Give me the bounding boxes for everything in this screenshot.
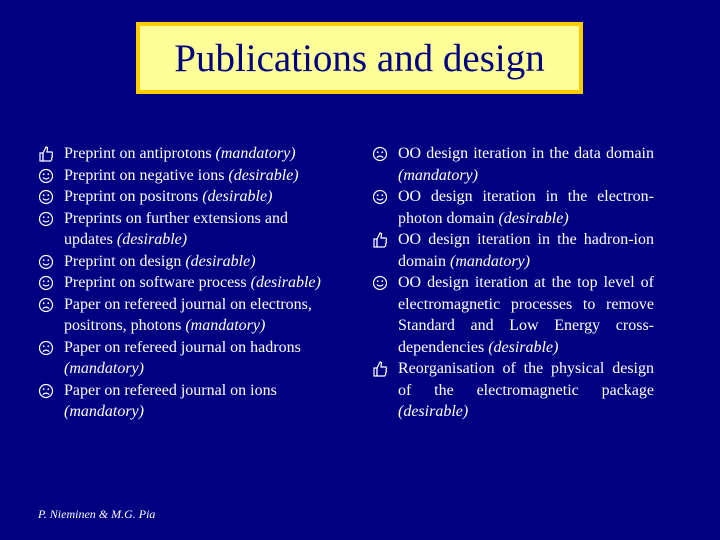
item-priority: (desirable) xyxy=(498,209,569,227)
item-priority: (mandatory) xyxy=(398,166,478,184)
item-priority: (mandatory) xyxy=(64,360,144,377)
list-item xyxy=(38,165,338,187)
frown-face-icon xyxy=(372,146,388,162)
item-priority: (desirable) xyxy=(488,338,559,356)
list-item xyxy=(38,294,338,337)
item-text: OO design iteration in the electron-photon domain xyxy=(398,188,654,227)
thumbs-up-icon xyxy=(38,146,54,162)
item-text: Preprint on negative ions xyxy=(64,166,229,184)
thumbs-up-icon xyxy=(372,361,388,377)
list-item xyxy=(38,186,338,208)
item-priority: (desirable) xyxy=(116,231,188,248)
list-item xyxy=(38,380,338,423)
item-priority: (mandatory) xyxy=(450,252,530,270)
item-priority: (desirable) xyxy=(185,252,256,270)
item-text: Paper on refereed journal on hadrons xyxy=(64,338,301,356)
item-text: Paper on refereed journal on electrons, positrons, photons xyxy=(64,295,312,334)
item-text: Preprint on positrons xyxy=(64,188,203,205)
smiley-face-icon xyxy=(38,211,54,227)
list-item xyxy=(372,143,654,186)
frown-face-icon xyxy=(38,340,54,356)
list-item xyxy=(38,337,338,380)
item-text: Paper on refereed journal on ions xyxy=(64,381,277,399)
list-item xyxy=(372,186,654,229)
left-column xyxy=(38,143,338,423)
frown-face-icon xyxy=(38,383,54,399)
list-item xyxy=(372,358,654,423)
list-item xyxy=(38,251,338,273)
item-text: Preprint on antiprotons xyxy=(64,145,216,162)
item-text: OO design iteration at the top level of electromagnetic processes to remove Standard and Low Energy cross-dependencies xyxy=(398,274,654,356)
item-text: Preprints on further extensions and updates xyxy=(64,209,288,248)
right-column xyxy=(372,143,654,423)
smiley-face-icon xyxy=(38,275,54,291)
item-text: Preprint on software process xyxy=(64,274,251,291)
list-item xyxy=(38,143,338,165)
thumbs-up-icon xyxy=(372,232,388,248)
item-priority: (desirable) xyxy=(398,403,469,420)
item-text: OO design iteration in the data domain xyxy=(398,145,654,162)
smiley-face-icon xyxy=(38,168,54,184)
list-item xyxy=(38,208,338,251)
smiley-face-icon xyxy=(372,189,388,205)
title-box xyxy=(136,22,583,94)
item-priority: (desirable) xyxy=(202,188,273,205)
item-text: OO design iteration in the hadron-ion domain xyxy=(398,231,654,270)
list-item xyxy=(372,272,654,358)
smiley-face-icon xyxy=(372,275,388,291)
slide-title: Publications and design xyxy=(174,36,545,80)
item-priority: (mandatory) xyxy=(64,403,144,420)
smiley-face-icon xyxy=(38,189,54,205)
item-priority: (mandatory) xyxy=(215,145,296,162)
item-priority: (mandatory) xyxy=(185,317,266,334)
smiley-face-icon xyxy=(38,254,54,270)
frown-face-icon xyxy=(38,297,54,313)
item-priority: (desirable) xyxy=(228,166,299,184)
list-item xyxy=(38,272,338,294)
footer-credit: P. Nieminen & M.G. Pia xyxy=(38,507,156,521)
item-text: Reorganisation of the physical design of the electromagnetic package xyxy=(398,360,654,399)
item-priority: (desirable) xyxy=(250,274,321,291)
item-text: Preprint on design xyxy=(64,252,186,270)
list-item xyxy=(372,229,654,272)
